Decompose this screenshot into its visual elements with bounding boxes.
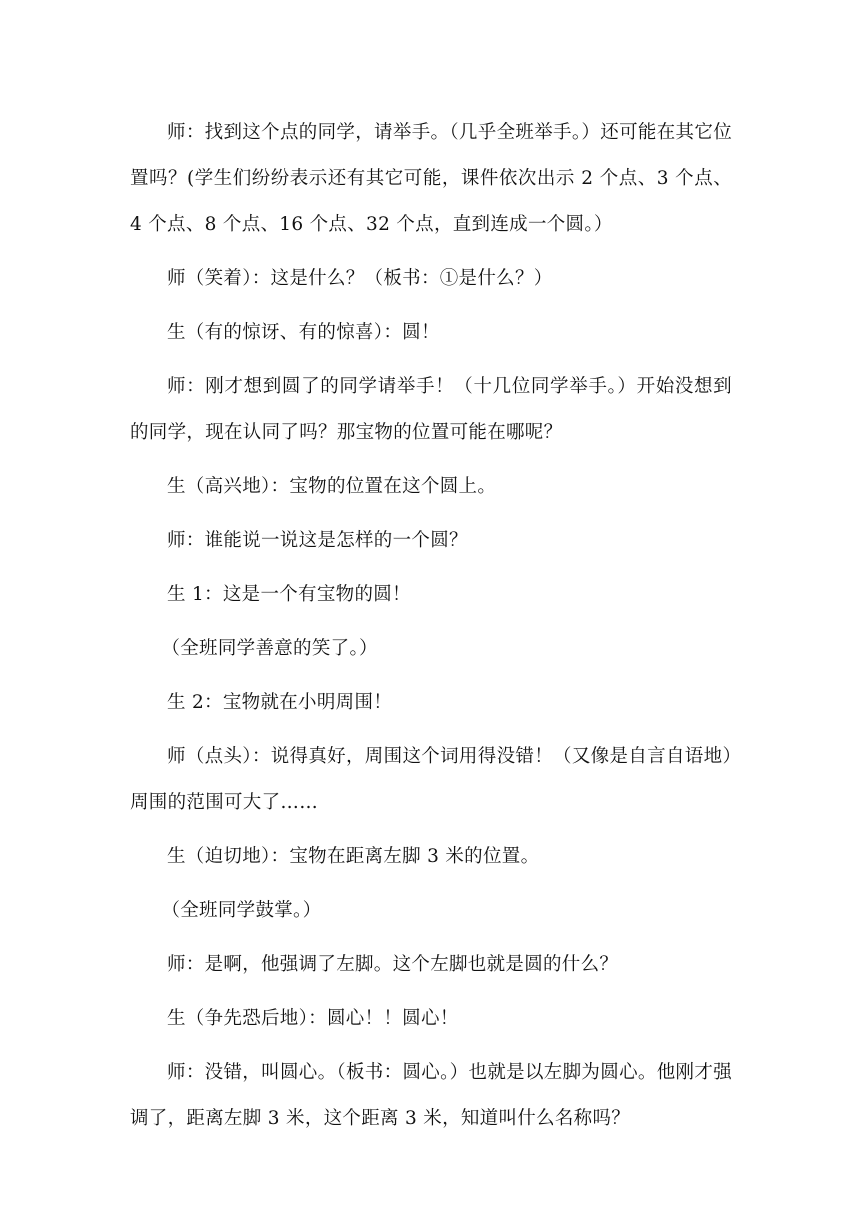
paragraph: 生 2：宝物就在小明周围！ [167,692,393,713]
paragraph: 师：没错，叫圆心。（板书：圆心。）也就是以左脚为圆心。他刚才强调了，距离左脚 3 米，这个距离 3 米，知道叫什么名称吗？ [130,1062,732,1129]
paragraph: 师：谁能说一说这是怎样的一个圆？ [167,530,468,551]
paragraph: 生（有的惊讶、有的惊喜）：圆！ [167,322,440,343]
paragraph: 生（高兴地）：宝物的位置在这个圆上。 [167,476,497,497]
document-body [130,110,732,1142]
paragraph: （全班同学善意的笑了。） [161,638,378,659]
paragraph: 生（迫切地）：宝物在距离左脚 3 米的位置。 [167,846,540,867]
paragraph: 师：找到这个点的同学，请举手。（几乎全班举手。）还可能在其它位置吗？(学生们纷纷表示还有其它可能，课件依次出示 2 个点、3 个点、4 个点、8 个点、16 个点、32 个点，直到连成一个圆。） [130,122,732,235]
paragraph: 师：刚才想到圆了的同学请举手！（十几位同学举手。）开始没想到的同学，现在认同了吗？那宝物的位置可能在哪呢？ [130,376,732,443]
paragraph: 师（笑着）：这是什么？（板书：①是什么？） [167,268,553,289]
paragraph: 生（争先恐后地）：圆心！！圆心！ [167,1008,459,1029]
paragraph: （全班同学鼓掌。） [161,900,322,921]
paragraph: 师：是啊，他强调了左脚。这个左脚也就是圆的什么？ [167,954,619,975]
paragraph: 师（点头）：说得真好，周围这个词用得没错！（又像是自言自语地）周围的范围可大了…… [130,746,732,813]
paragraph: 生 1：这是一个有宝物的圆！ [167,584,411,605]
